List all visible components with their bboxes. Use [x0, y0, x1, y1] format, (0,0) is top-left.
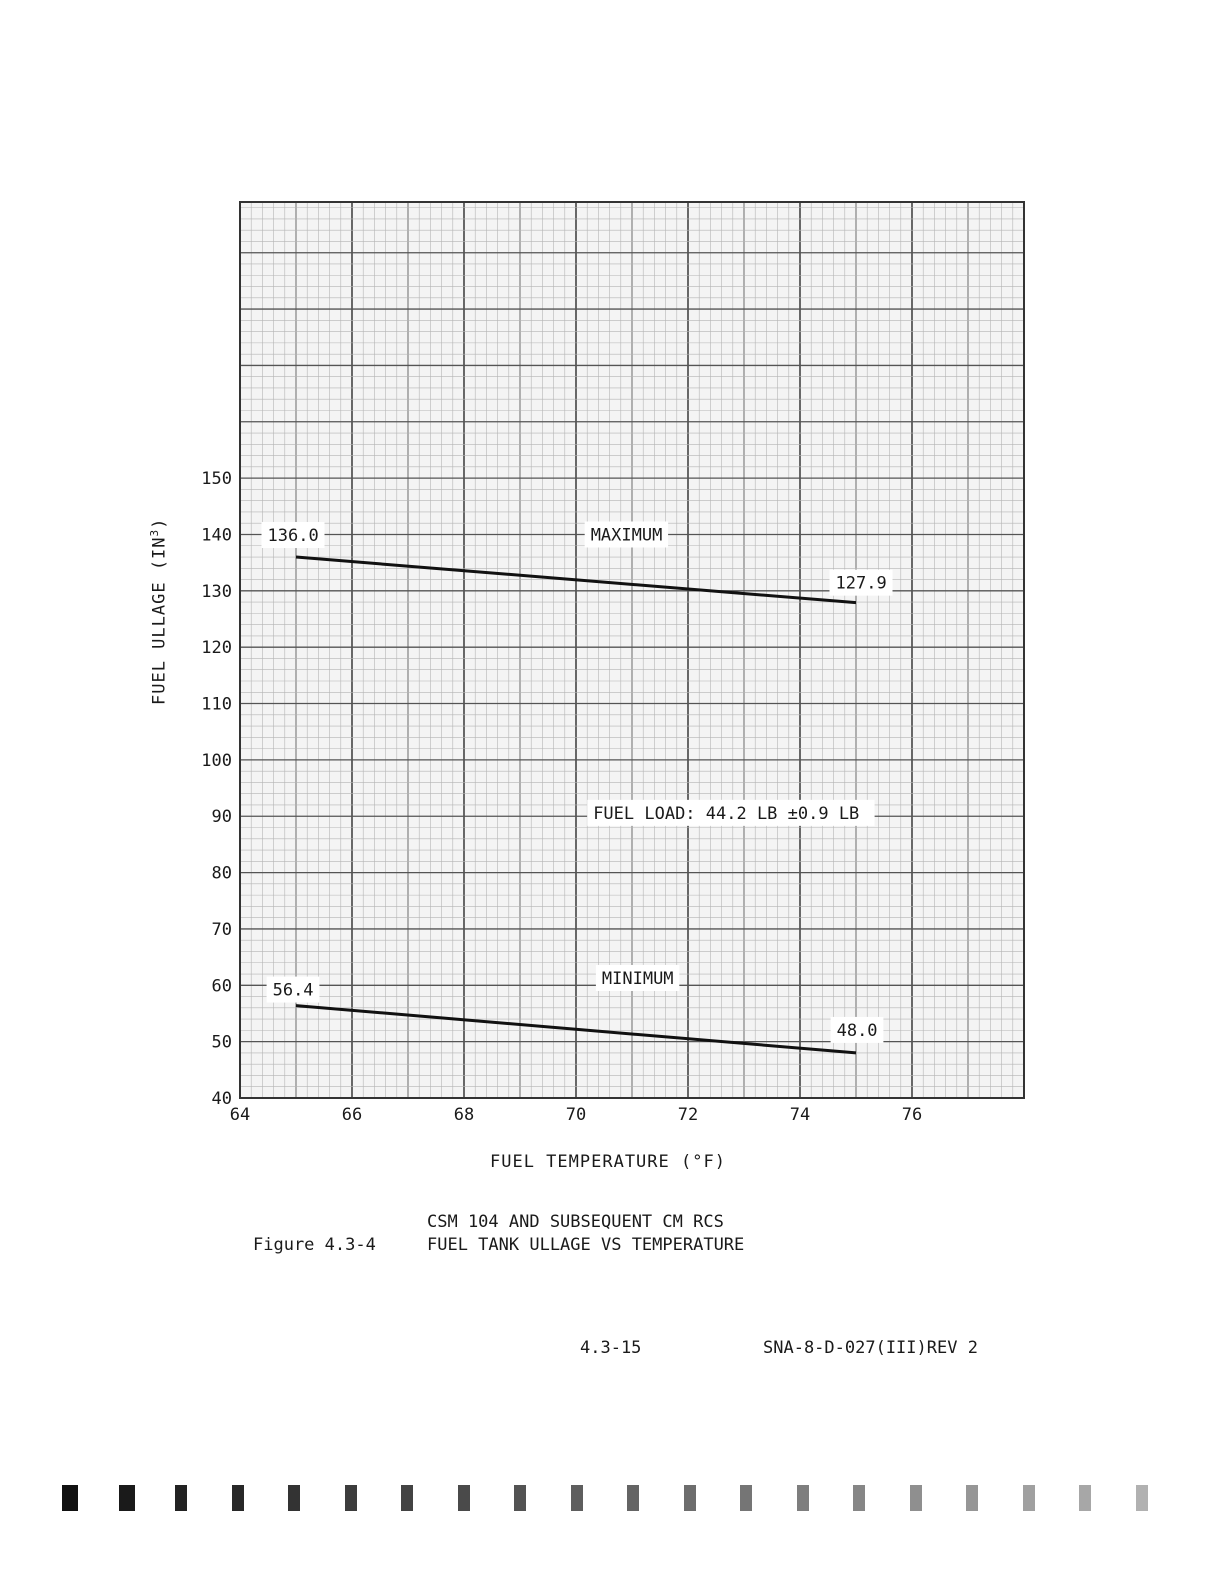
x-tick-label: 66 [341, 1105, 363, 1125]
edge-mark [571, 1485, 583, 1511]
edge-mark [684, 1485, 696, 1511]
document-id: SNA-8-D-027(III)REV 2 [763, 1338, 978, 1358]
edge-mark [232, 1485, 244, 1511]
edge-mark [1023, 1485, 1035, 1511]
y-tick-label: 70 [211, 919, 232, 940]
y-tick-label: 50 [211, 1032, 232, 1053]
y-tick-label: 100 [201, 750, 232, 771]
edge-mark [345, 1485, 357, 1511]
y-tick-label: 150 [201, 469, 232, 490]
point-label-max-end: 127.9 [835, 573, 887, 594]
y-tick-label: 120 [201, 638, 232, 659]
figure-title-line2: FUEL TANK ULLAGE VS TEMPERATURE [427, 1235, 745, 1255]
edge-mark [627, 1485, 639, 1511]
edge-mark [797, 1485, 809, 1511]
edge-mark [740, 1485, 752, 1511]
figure-number: Figure 4.3-4 [253, 1235, 376, 1255]
page-number: 4.3-15 [580, 1338, 642, 1358]
x-tick-label: 72 [677, 1105, 699, 1125]
edge-mark [458, 1485, 470, 1511]
point-label-min-start: 56.4 [272, 980, 314, 1001]
edge-mark [401, 1485, 413, 1511]
edge-mark [1079, 1485, 1091, 1511]
edge-mark [288, 1485, 300, 1511]
y-tick-label: 80 [211, 863, 232, 884]
y-tick-label: 110 [201, 694, 232, 715]
edge-mark [119, 1485, 135, 1511]
scan-edge-marks [62, 1485, 1152, 1515]
point-label-min-end: 48.0 [836, 1020, 878, 1041]
x-tick-label: 74 [789, 1105, 811, 1125]
x-tick-label: 64 [229, 1105, 251, 1125]
y-tick-label: 90 [211, 807, 232, 828]
edge-mark [966, 1485, 978, 1511]
y-tick-label: 130 [201, 581, 232, 602]
x-tick-label: 68 [453, 1105, 475, 1125]
series-label-minimum: MINIMUM [601, 968, 674, 989]
edge-mark [1136, 1485, 1148, 1511]
y-axis-label: FUEL ULLAGE $(IN^3)$ [148, 517, 170, 705]
x-tick-label: 70 [565, 1105, 587, 1125]
x-axis-label: FUEL TEMPERATURE (°F) [490, 1152, 726, 1172]
edge-mark [910, 1485, 922, 1511]
series-label-maximum: MAXIMUM [590, 525, 663, 546]
edge-mark [175, 1485, 187, 1511]
edge-mark [62, 1485, 78, 1511]
edge-mark [853, 1485, 865, 1511]
y-tick-label: 60 [211, 976, 232, 997]
edge-mark [514, 1485, 526, 1511]
y-tick-label: 140 [201, 525, 232, 546]
y-tick-label: 40 [211, 1089, 232, 1109]
fuel-load-annotation: FUEL LOAD: 44.2 LB ±0.9 LB [593, 803, 860, 824]
x-tick-label: 76 [901, 1105, 923, 1125]
point-label-max-start: 136.0 [267, 526, 319, 547]
figure-title-line1: CSM 104 AND SUBSEQUENT CM RCS [427, 1212, 724, 1232]
